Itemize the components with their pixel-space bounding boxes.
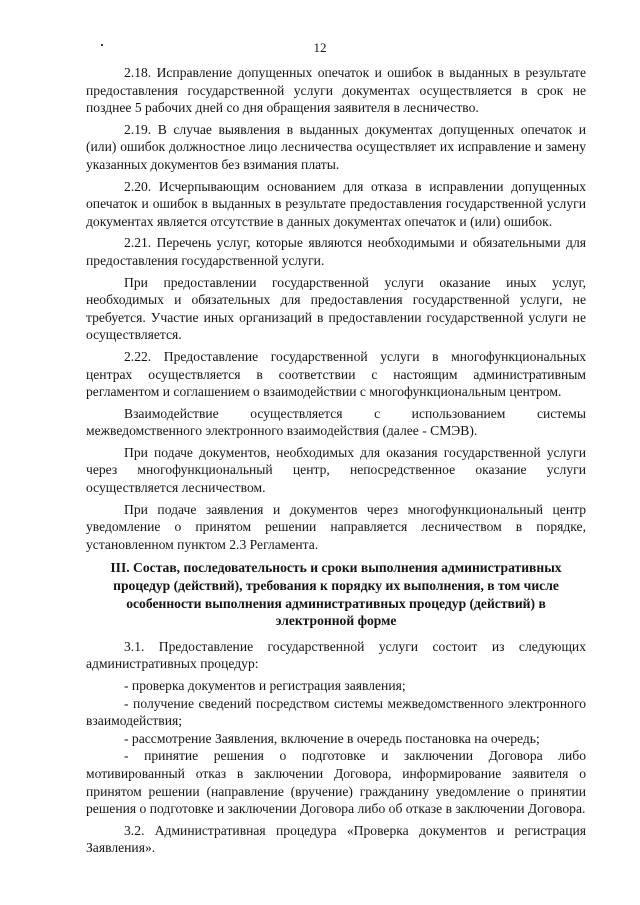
paragraph-2-20: 2.20. Исчерпывающим основанием для отказа в исправлении допущенных опечаток и ошибок в выданных в результате предоставления государственной услуги документах является отсутствие в данных документах опечаток и (или) ошибок.: [86, 178, 586, 229]
procedure-item: - рассмотрение Заявления, включение в очередь постановка на очередь;: [124, 730, 540, 746]
paragraph-2-19: 2.19. В случае выявления в выданных документах допущенных опечаток и (или) ошибок должностное лицо лесничества осуществляет их исправление и замену указанных документов без взимания платы.: [86, 121, 586, 172]
paragraph-2-22: 2.22. Предоставление государственной услуги в многофункциональных центрах осуществляется в соответствии с настоящим административным регламентом и соглашением о взаимодействии с многофункциональным центром.: [86, 348, 586, 400]
procedure-item: - получение сведений посредством системы межведомственного электронного взаимодействия;: [86, 695, 586, 729]
paragraph-3-2: 3.2. Административная процедура «Проверка документов и регистрация Заявления».: [86, 822, 586, 856]
paragraph-mfc-notification: При подаче заявления и документов через многофункциональный центр уведомление о принятом решении направляется лесничеством в порядке, установленном пунктом 2.3 Регламента.: [86, 501, 586, 552]
procedure-item: - принятие решения о подготовке и заключении Договора либо мотивированный отказ в заключении Договора, информирование заявителя о принятом решении (направление (вручение) гражданину уведомление о принятии решения о подготовке и заключении Договора либо об отказе в заключении Договора.: [86, 748, 586, 817]
paragraph-smev: Взаимодействие осуществляется с использованием системы межведомственного электронного взаимодействия (далее - СМЭВ).: [86, 405, 586, 439]
paragraph-2-21: 2.21. Перечень услуг, которые являются необходимыми и обязательными для предоставления государственной услуги.: [86, 235, 586, 268]
section-heading: III. Состав, последовательность и сроки выполнения административных процедур (действий), требования к порядку их выполнения, в том числе особенности выполнения административных процедур (действий) в электронной форме: [110, 560, 562, 629]
paragraph-mfc-submission: При подаче документов, необходимых для оказания государственной услуги через многофункциональный центр, непосредственное оказание услуги осуществляется лесничеством.: [86, 444, 586, 496]
paragraph-3-1: 3.1. Предоставление государственной услуги состоит из следующих административных процедур:: [86, 638, 586, 672]
page-number: 12: [313, 40, 327, 55]
paragraph-2-18: 2.18. Исправление допущенных опечаток и ошибок в выданных в результате предоставления государственной услуги документах осуществляется в срок не позднее 5 рабочих дней со дня обращения заявителя в лесничество.: [86, 65, 586, 116]
procedure-item: - проверка документов и регистрация заявления;: [124, 678, 406, 693]
document-body: [86, 64, 586, 861]
paragraph-other-services: При предоставлении государственной услуги оказание иных услуг, необходимых и обязательных для предоставления государственной услуги, не требуется. Участие иных организаций в предоставлении государственной услуги не осуществляется.: [86, 274, 586, 343]
